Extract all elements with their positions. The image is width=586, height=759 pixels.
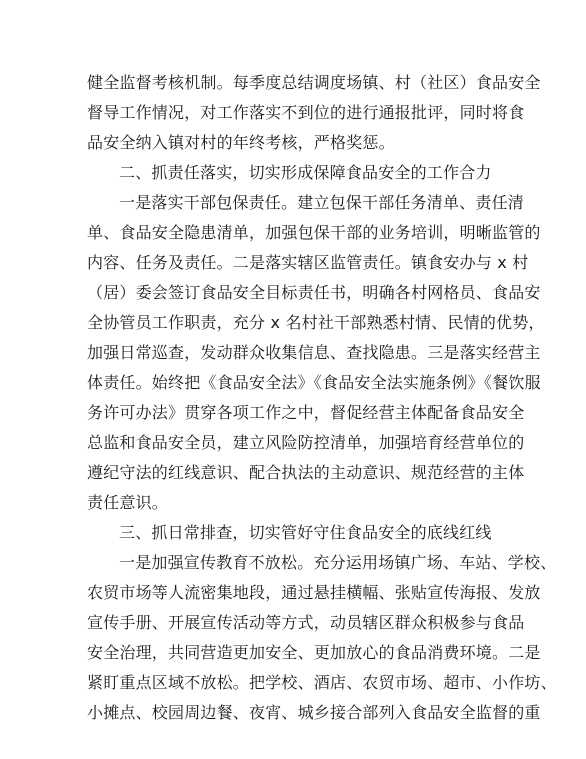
text-line: 内容、任务及责任。二是落实辖区监管责任。镇食安办与 x 村 bbox=[87, 253, 529, 272]
text-line: 遵纪守法的红线意识、配合执法的主动意识、规范经营的主体 bbox=[87, 463, 525, 482]
text-line: 全协管员工作职责，充分 x 名村社干部熟悉村情、民情的优势， bbox=[87, 313, 545, 332]
text-line: 一是落实干部包保责任。建立包保干部任务清单、责任清 bbox=[119, 193, 525, 212]
text-line: 健全监督考核机制。每季度总结调度场镇、村（社区）食品安全 bbox=[87, 73, 541, 92]
text-line: 安全治理，共同营造更加安全、更加放心的食品消费环境。二是 bbox=[87, 643, 541, 662]
text-line: 务许可办法》贯穿各项工作之中，督促经营主体配备食品安全 bbox=[87, 403, 525, 422]
text-line: 责任意识。 bbox=[87, 493, 169, 512]
text-line: 宣传手册、开展宣传活动等方式，动员辖区群众积极参与食品 bbox=[87, 613, 525, 632]
text-line: 加强日常巡查，发动群众收集信息、查找隐患。三是落实经营主 bbox=[87, 343, 541, 362]
text-line: （居）委会签订食品安全目标责任书，明确各村网格员、食品安 bbox=[87, 283, 541, 302]
text-line: 小摊点、校园周边餐、夜宵、城乡接合部列入食品安全监督的重 bbox=[87, 703, 541, 722]
text-line: 一是加强宣传教育不放松。充分运用场镇广场、车站、学校、 bbox=[119, 553, 557, 572]
text-line: 督导工作情况，对工作落实不到位的进行通报批评，同时将食 bbox=[87, 103, 525, 122]
text-line: 农贸市场等人流密集地段，通过悬挂横幅、张贴宣传海报、发放 bbox=[87, 583, 541, 602]
text-line: 紧盯重点区域不放松。把学校、酒店、农贸市场、超市、小作坊、 bbox=[87, 673, 557, 692]
section-heading: 三、抓日常排查，切实管好守住食品安全的底线红线 bbox=[119, 523, 492, 542]
text-line: 单、食品安全隐患清单，加强包保干部的业务培训，明晰监管的 bbox=[87, 223, 541, 242]
text-line: 体责任。始终把《食品安全法》《食品安全法实施条例》《餐饮服 bbox=[87, 373, 541, 392]
section-heading: 二、抓责任落实，切实形成保障食品安全的工作合力 bbox=[119, 163, 492, 182]
text-line: 总监和食品安全员，建立风险防控清单，加强培育经营单位的 bbox=[87, 433, 525, 452]
text-line: 品安全纳入镇对村的年终考核，严格奖惩。 bbox=[87, 133, 395, 152]
